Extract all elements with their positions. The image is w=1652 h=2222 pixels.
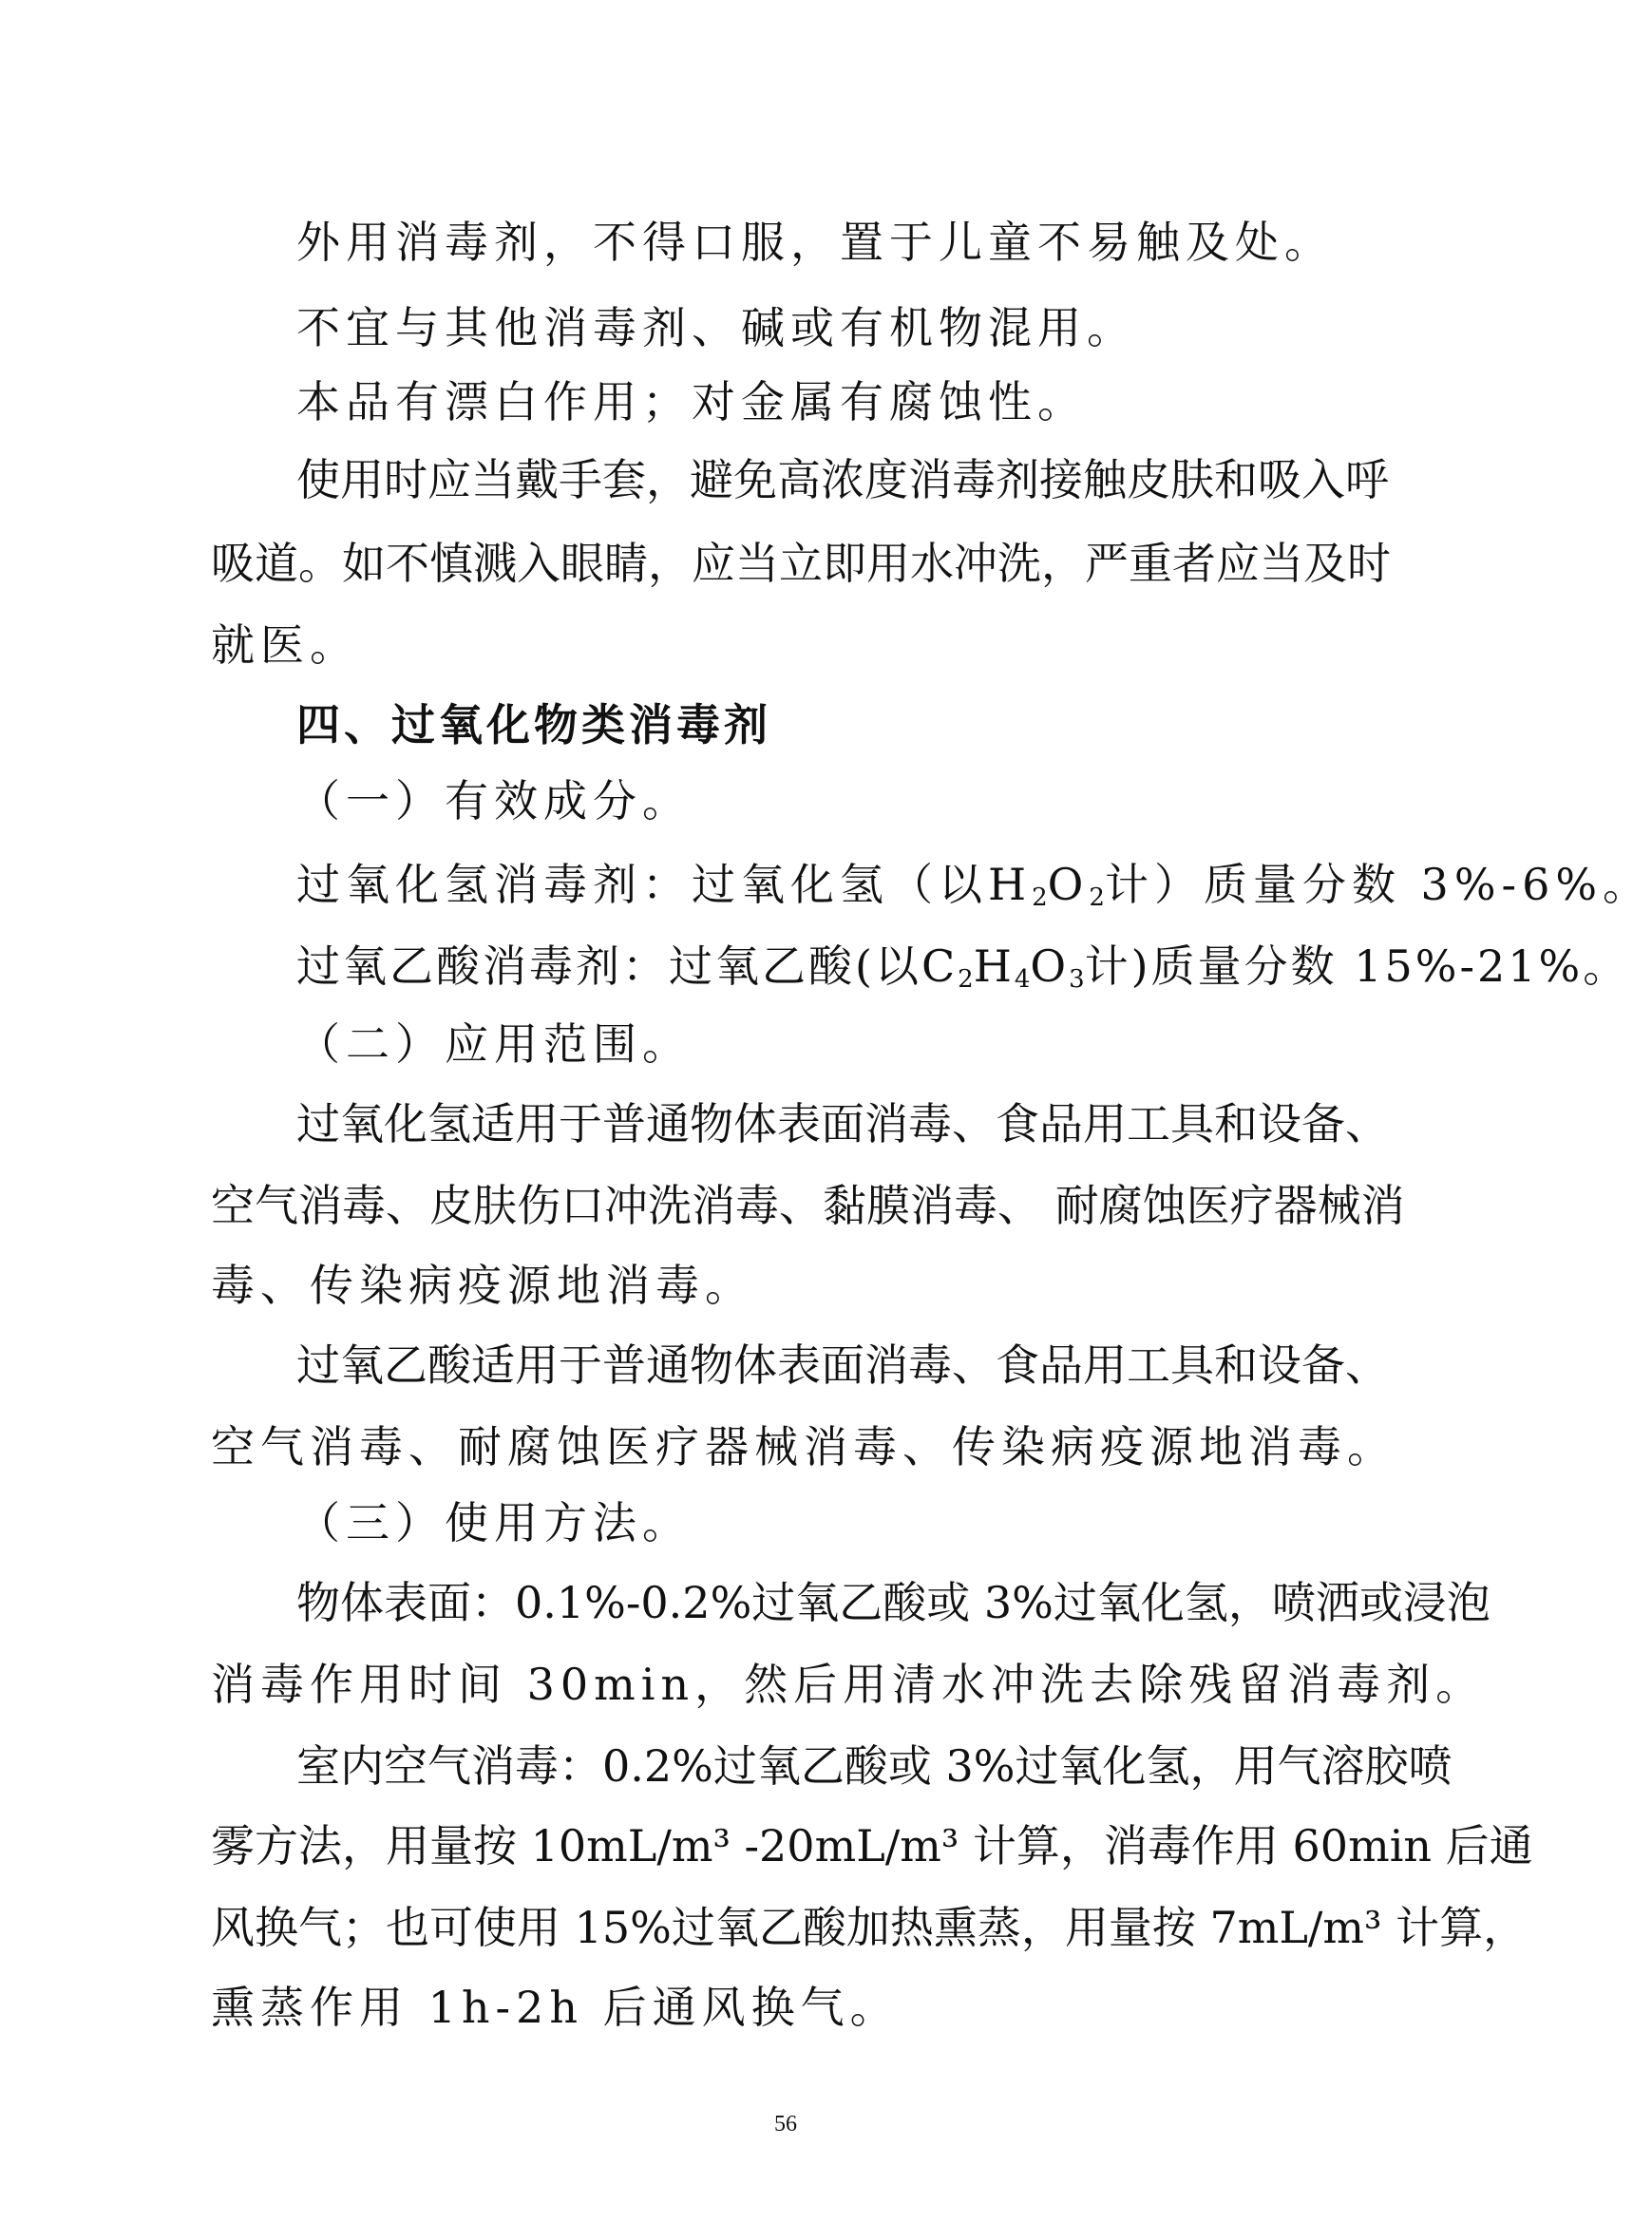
text-line: （一）有效成分。 [296,775,692,826]
text-line: 空气消毒、耐腐蚀医疗器械消毒、传染病疫源地消毒。 [211,1421,1396,1472]
text-line: （二）应用范围。 [296,1018,692,1070]
text-line: 不宜与其他消毒剂、碱或有机物混用。 [296,302,1136,353]
text-line: 本品有漂白作用；对金属有腐蚀性。 [296,376,1087,427]
text-line: 吸道。如不慎溅入眼睛，应当立即用水冲洗，严重者应当及时 [211,538,1391,589]
text-line [296,940,1630,994]
paa-suffix: 计)质量分数 15%-21%。 [1084,940,1630,992]
text-line: 使用时应当戴手套，避免高浓度消毒剂接触皮肤和吸入呼 [296,454,1389,505]
text-line: 雾方法，用量按 10mL/m³ -20mL/m³ 计算，消毒作用 60min 后通 [211,1820,1533,1871]
h2o2-suffix: 计）质量分数 3%-6%。 [1104,859,1652,910]
text-line: 就医。 [211,619,359,671]
h2o2-formula: $H_2O_2$ [988,859,1105,912]
section-heading: 四、过氧化物类消毒剂 [296,699,771,750]
page-number: 56 [774,2112,797,2137]
text-line: 外用消毒剂，不得口服，置于儿童不易触及处。 [296,217,1334,268]
text-line: 风换气；也可使用 15%过氧乙酸加热熏蒸，用量按 7mL/m³ 计算， [211,1902,1528,1953]
text-line: （三）使用方法。 [296,1497,692,1548]
text-line: 物体表面：0.1%-0.2%过氧乙酸或 3%过氧化氢，喷洒或浸泡 [296,1577,1491,1628]
text-line: 过氧化氢适用于普通物体表面消毒、食品用工具和设备、 [296,1098,1389,1149]
text-line: 毒、传染病疫源地消毒。 [211,1260,754,1311]
text-line: 熏蒸作用 1h-2h 后通风换气。 [211,1982,900,2033]
paa-prefix: 过氧乙酸消毒剂：过氧乙酸(以 [296,940,921,992]
text-line: 过氧乙酸适用于普通物体表面消毒、食品用工具和设备、 [296,1339,1389,1391]
paa-formula: $C_2H_4O_3$ [921,940,1085,994]
text-line [296,859,1652,912]
text-line: 室内空气消毒：0.2%过氧乙酸或 3%过氧化氢，用气溶胶喷 [296,1740,1453,1792]
text-line: 消毒作用时间 30min，然后用清水冲洗去除残留消毒剂。 [211,1659,1486,1710]
text-line: 空气消毒、皮肤伤口冲洗消毒、黏膜消毒、 耐腐蚀医疗器械消 [211,1180,1405,1231]
h2o2-prefix: 过氧化氢消毒剂：过氧化氢（以 [296,859,988,910]
